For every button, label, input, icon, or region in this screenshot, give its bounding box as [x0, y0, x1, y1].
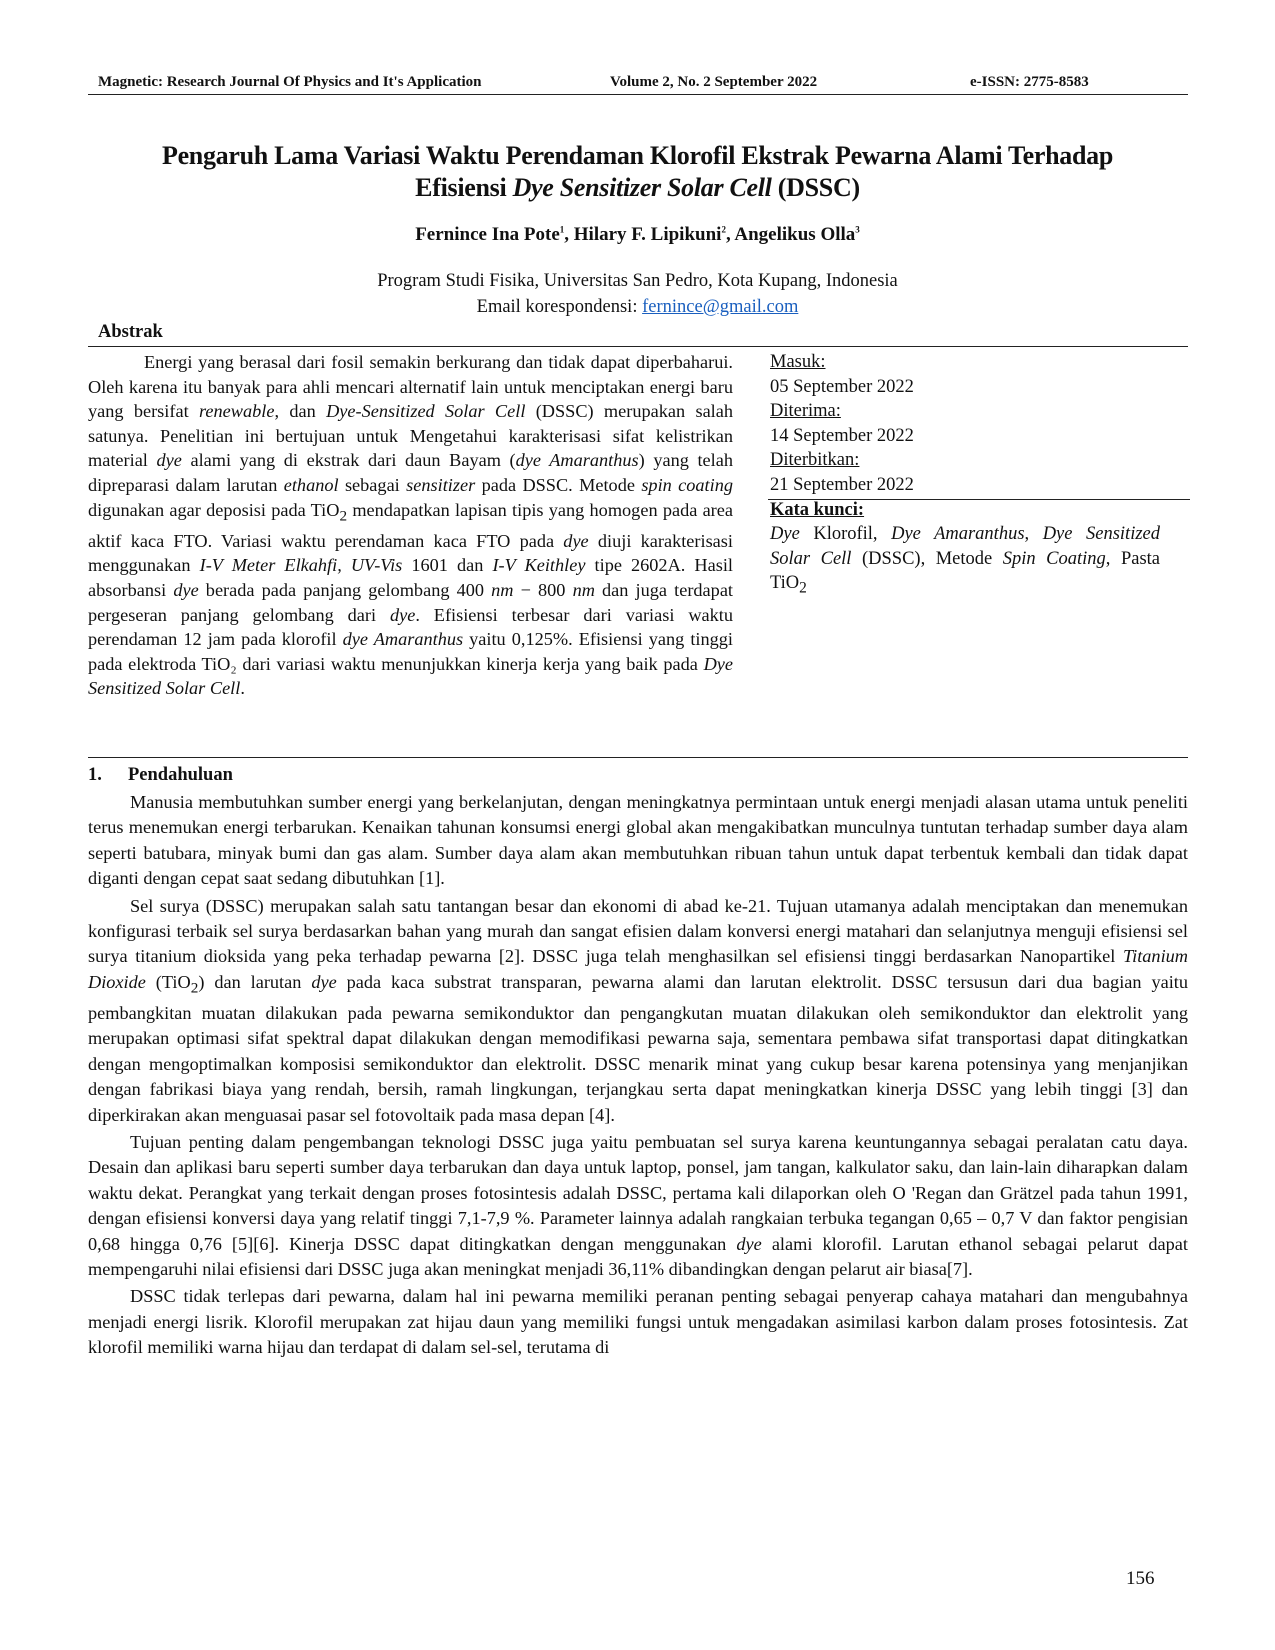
- abstract-text: Energi yang berasal dari fosil semakin berkurang dan tidak dapat diperbaharui. Oleh karena itu banyak para ahli mencari alternatif lain untuk menciptakan energi baru yang bersifat renewable, dan Dye-Sensitized Solar Cell (DSSC) merupakan salah satunya. Penelitian ini bertujuan untuk Mengetahui karakterisasi sifat kelistrikan material dye alami yang di ekstrak dari daun Bayam (dye Amaranthus) yang telah dipreparasi dalam larutan ethanol sebagai sensitizer pada DSSC. Metode spin coating digunakan agar deposisi pada TiO$_2$ mendapatkan lapisan tipis yang homogen pada area aktif kaca FTO. Variasi waktu perendaman kaca FTO pada dye diuji karakterisasi menggunakan I-V Meter Elkahfi, UV-Vis 1601 dan I-V Keithley tipe 2602A. Hasil absorbansi dye berada pada panjang gelombang 400 nm − 800 nm dan juga terdapat pergeseran panjang gelombang dari dye. Efisiensi terbesar dari variasi waktu perendaman 12 jam pada klorofil dye Amaranthus yaitu 0,125%. Efisiensi yang tinggi pada elektroda TiO₂ dari variasi waktu menunjukkan kinerja kerja yang baik pada Dye Sensitized Solar Cell.: [88, 352, 734, 699]
- received-date: 05 September 2022: [770, 376, 914, 397]
- section-title: Pendahuluan: [128, 765, 233, 785]
- section-heading: [88, 765, 233, 786]
- abstract-heading: Abstrak: [98, 322, 163, 342]
- body-text: [88, 790, 1188, 1361]
- article-info: [770, 350, 1190, 602]
- issn: e-ISSN: 2775-8583: [970, 74, 1089, 90]
- abstract-heading-bar: [88, 320, 1188, 347]
- running-header: [88, 72, 1188, 95]
- page-number: 156: [1126, 1568, 1155, 1589]
- email-link[interactable]: fernince@gmail.com: [642, 297, 799, 317]
- paragraph: Sel surya (DSSC) merupakan salah satu tantangan besar dan ekonomi di abad ke-21. Tujuan utamanya adalah menciptakan dan menemukan konfigurasi terbaik sel surya berdasarkan bahan yang murah dan sangat efisien dalam konversi energi matahari dan selanjutnya menguji efisiensi sel surya titanium dioksida yang peka terhadap pewarna [2]. DSSC juga telah menghasilkan sel efisiensi tinggi berdasarkan Nanopartikel Titanium Dioxide (TiO$_2$) dan larutan dye pada kaca substrat transparan, pewarna alami dan larutan elektrolit. DSSC tersusun dari dua bagian yaitu pembangkitan muatan dilakukan pada pewarna semikonduktor dan pengangkutan muatan dilakukan oleh semikonduktor dan elektrolit yang merupakan optimasi sifat spektral dapat dilakukan dengan memodifikasi pewarna saja, sementara pembawa sifat transportasi dapat ditingkatkan dengan mengoptimalkan komposisi semikonduktor dan elektrolit. DSSC menarik minat yang cukup besar karena potensinya yang menjanjikan dengan fabrikasi biaya yang rendah, bersih, ramah lingkungan, terjangkau serta dapat meningkatkan kinerja DSSC yang lebih tinggi [3] dan diperkirakan akan menguasai pasar sel fotovoltaik pada masa depan [4].: [88, 895, 1188, 1125]
- keywords: Dye Klorofil, Dye Amaranthus, Dye Sensitized Solar Cell (DSSC), Metode Spin Coating, Pasta TiO$_2$: [770, 524, 1160, 598]
- paper-title: Pengaruh Lama Variasi Waktu Perendaman Klorofil Ekstrak Pewarna Alami Terhadap Efisiensi Dye Sensitizer Solar Cell (DSSC): [161, 141, 1113, 202]
- abstract-bottom-rule: [88, 757, 1188, 758]
- published-label: Diterbitkan:: [770, 450, 860, 471]
- paragraph: DSSC tidak terlepas dari pewarna, dalam hal ini pewarna memiliki peranan penting sebagai penyerap cahaya matahari dan mengubahnya menjadi energi lisrik. Klorofil merupakan zat hijau daun yang memiliki fungsi untuk mengadakan asimilasi karbon dalam proses fotosintesis. Zat klorofil memiliki warna hijau dan terdapat di dalam sel-sel, terutama di: [88, 1286, 1188, 1358]
- volume-info: Volume 2, No. 2 September 2022: [610, 74, 818, 90]
- paragraph: Manusia membutuhkan sumber energi yang berkelanjutan, dengan meningkatnya permintaan untuk energi menjadi alasan utama untuk peneliti terus menemukan energi terbarukan. Kenaikan tahunan konsumsi energi global akan mengakibatkan munculnya tuntutan terhadap sumber daya alam seperti batubara, minyak bumi dan gas alam. Sumber daya alam akan membutuhkan ribuan tahun untuk dapat terbentuk kembali dan tidak dapat diganti dengan cepat saat sedang dibutuhkan [1].: [88, 792, 1188, 889]
- published-date: 21 September 2022: [770, 474, 914, 495]
- keywords-label: Kata kunci:: [770, 499, 865, 520]
- accepted-label: Diterima:: [770, 401, 841, 422]
- author-list: Fernince Ina Pote$^1$, Hilary F. Lipikuni$^2$, Angelikus Olla$^3$: [415, 224, 860, 245]
- received-label: Masuk:: [770, 352, 826, 372]
- affiliation-program: Program Studi Fisika, Universitas San Pedro, Kota Kupang, Indonesia: [377, 271, 898, 291]
- accepted-date: 14 September 2022: [770, 425, 914, 446]
- correspondence-email: Email korespondensi: fernince@gmail.com: [476, 297, 799, 317]
- info-divider: [768, 499, 1190, 500]
- paragraph: Tujuan penting dalam pengembangan teknologi DSSC juga yaitu pembuatan sel surya karena keuntungannya sebagai peralatan catu daya. Desain dan aplikasi baru seperti sumber daya terbarukan dan daya untuk laptop, ponsel, jam tangan, kalkulator saku, dan lain-lain diharapkan dalam waktu dekat. Perangkat yang terkait dengan proses fotosintesis adalah DSSC, pertama kali dilaporkan oleh O 'Regan dan Grätzel pada tahun 1991, dengan efisiensi konversi daya yang relatif tinggi 7,1-7,9 %. Parameter lainnya adalah rangkaian terbuka tegangan 0,65 – 0,7 V dan faktor pengisian 0,68 hingga 0,76 [5][6]. Kinerja DSSC dapat ditingkatkan dengan menggunakan dye alami klorofil. Larutan ethanol sebagai pelarut dapat mempengaruhi nilai efisiensi dari DSSC juga akan meningkat menjadi 36,11% dibandingkan dengan pelarut air biasa[7].: [88, 1131, 1188, 1279]
- affiliation: [100, 268, 1175, 320]
- section-number: 1.: [88, 765, 102, 785]
- journal-name: Magnetic: Research Journal Of Physics and It's Application: [98, 74, 482, 90]
